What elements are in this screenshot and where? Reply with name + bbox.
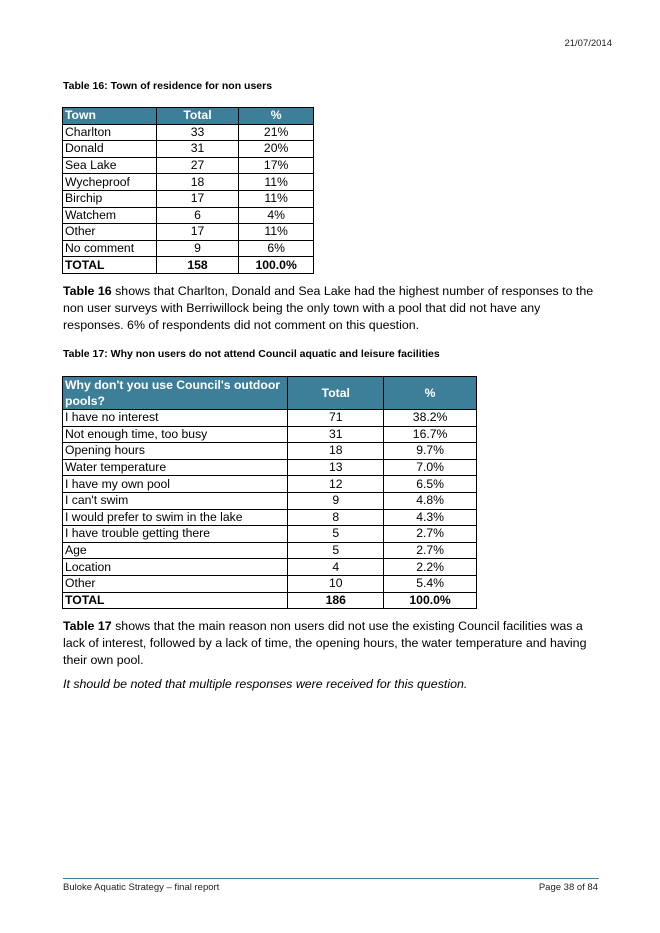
table17-header-total: Total (288, 377, 384, 410)
cell-total: 12 (288, 476, 384, 493)
cell-percent: 11% (239, 224, 314, 241)
cell-percent: 4.8% (384, 492, 477, 509)
table-row (63, 410, 477, 427)
cell-percent: 11% (239, 190, 314, 207)
cell-town: Charlton (63, 124, 157, 141)
cell-total: 9 (288, 492, 384, 509)
cell-total: 17 (156, 190, 239, 207)
table17-description-text: shows that the main reason non users did not use the existing Council facilities was a lack of interest, followed by a lack of time, the opening hours, the water temperature and having their own pool. (63, 619, 587, 667)
cell-total-percent: 100.0% (239, 257, 314, 274)
table16-description (63, 283, 603, 334)
table16-header-percent: % (239, 108, 314, 125)
cell-town: Birchip (63, 190, 157, 207)
cell-reason: I have trouble getting there (63, 526, 288, 543)
cell-town: Other (63, 224, 157, 241)
cell-percent: 2.7% (384, 526, 477, 543)
table16-description-text: shows that Charlton, Donald and Sea Lake had the highest number of responses to the non user surveys with Berriwillock being the only town with a pool that did not have any responses. 6% of respondents did not comment on this question. (63, 284, 594, 332)
table-row (63, 459, 477, 476)
cell-total: 8 (288, 509, 384, 526)
cell-reason: Age (63, 542, 288, 559)
table-row (63, 224, 314, 241)
cell-total-label: TOTAL (63, 592, 288, 609)
cell-total-label: TOTAL (63, 257, 157, 274)
cell-total: 31 (288, 426, 384, 443)
cell-total: 31 (156, 141, 239, 158)
table16-header-row (63, 108, 314, 125)
cell-reason: I have no interest (63, 410, 288, 427)
cell-percent: 4.3% (384, 509, 477, 526)
cell-percent: 21% (239, 124, 314, 141)
table-row (63, 492, 477, 509)
cell-percent: 2.2% (384, 559, 477, 576)
table16-header-town: Town (63, 108, 157, 125)
cell-total: 5 (288, 542, 384, 559)
cell-reason: Location (63, 559, 288, 576)
footer-page-number: Page 38 of 84 (538, 882, 598, 893)
table-row (63, 174, 314, 191)
cell-town: Donald (63, 141, 157, 158)
cell-reason: Water temperature (63, 459, 288, 476)
table-row (63, 426, 477, 443)
table-row (63, 509, 477, 526)
cell-town: Wycheproof (63, 174, 157, 191)
cell-total-count: 158 (156, 257, 239, 274)
table16 (62, 107, 314, 274)
table-row (63, 157, 314, 174)
table17-header-percent: % (384, 377, 477, 410)
footer-report-title: Buloke Aquatic Strategy – final report (63, 882, 220, 893)
cell-percent: 17% (239, 157, 314, 174)
cell-percent: 6.5% (384, 476, 477, 493)
cell-reason: I have my own pool (63, 476, 288, 493)
table-row (63, 207, 314, 224)
table-row (63, 240, 314, 257)
cell-percent: 5.4% (384, 575, 477, 592)
cell-reason: Opening hours (63, 443, 288, 460)
table-row (63, 124, 314, 141)
table16-total-row (63, 257, 314, 274)
cell-reason: I would prefer to swim in the lake (63, 509, 288, 526)
cell-reason: Other (63, 575, 288, 592)
cell-total: 18 (288, 443, 384, 460)
table16-header-total: Total (156, 108, 239, 125)
cell-total: 18 (156, 174, 239, 191)
table-row (63, 476, 477, 493)
table17 (62, 376, 477, 609)
cell-total-percent: 100.0% (384, 592, 477, 609)
cell-percent: 11% (239, 174, 314, 191)
cell-town: Watchem (63, 207, 157, 224)
cell-percent: 2.7% (384, 542, 477, 559)
table16-caption: Table 16: Town of residence for non users (63, 80, 273, 92)
table17-header-reason: Why don't you use Council's outdoor pools? (63, 377, 288, 410)
cell-percent: 6% (239, 240, 314, 257)
table-row (63, 542, 477, 559)
cell-reason: Not enough time, too busy (63, 426, 288, 443)
multiple-responses-note: It should be noted that multiple responses were received for this question. (63, 677, 468, 691)
cell-total: 10 (288, 575, 384, 592)
cell-percent: 7.0% (384, 459, 477, 476)
cell-percent: 20% (239, 141, 314, 158)
cell-percent: 38.2% (384, 410, 477, 427)
cell-total: 9 (156, 240, 239, 257)
cell-percent: 16.7% (384, 426, 477, 443)
cell-total: 6 (156, 207, 239, 224)
cell-total: 71 (288, 410, 384, 427)
table17-ref: Table 17 (63, 619, 112, 633)
header-date: 21/07/2014 (564, 38, 612, 49)
cell-percent: 9.7% (384, 443, 477, 460)
table17-header-row (63, 377, 477, 410)
footer-divider (63, 878, 599, 879)
cell-total: 4 (288, 559, 384, 576)
cell-total-count: 186 (288, 592, 384, 609)
cell-total: 17 (156, 224, 239, 241)
table-row (63, 526, 477, 543)
table17-total-row (63, 592, 477, 609)
table-row (63, 443, 477, 460)
table-row (63, 559, 477, 576)
cell-town: No comment (63, 240, 157, 257)
table-row (63, 141, 314, 158)
cell-percent: 4% (239, 207, 314, 224)
table17-description (63, 618, 603, 669)
table-row (63, 190, 314, 207)
table16-ref: Table 16 (63, 284, 112, 298)
table-row (63, 575, 477, 592)
table17-caption: Table 17: Why non users do not attend Council aquatic and leisure facilities (63, 348, 440, 360)
cell-reason: I can't swim (63, 492, 288, 509)
cell-total: 13 (288, 459, 384, 476)
cell-total: 5 (288, 526, 384, 543)
cell-town: Sea Lake (63, 157, 157, 174)
cell-total: 27 (156, 157, 239, 174)
cell-total: 33 (156, 124, 239, 141)
